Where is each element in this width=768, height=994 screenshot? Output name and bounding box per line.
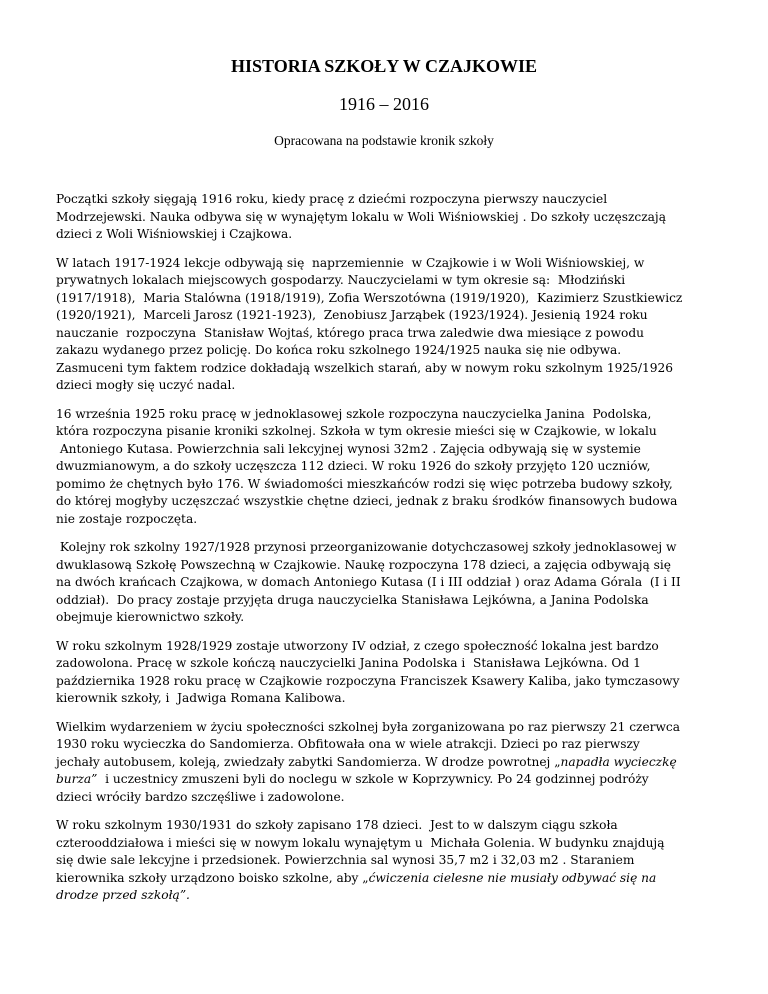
document-body (56, 191, 716, 916)
paragraph-6-text-b: i uczestnicy zmuszeni byli do noclegu w szkole w Koprzywnicy. Po 24 godzinnej podróży dzieci wróciły bardzo szczęśliwe i zadowolone. (56, 772, 649, 804)
document-years: 1916 – 2016 (339, 94, 429, 114)
paragraph-7-quote: ćwiczenia cielesne nie musiały odbywać się na drodze przed szkołą”. (56, 870, 657, 902)
document-subtitle: Opracowana na podstawie kronik szkoły (274, 133, 494, 148)
paragraph-3: 16 września 1925 roku pracę w jednoklasowej szkole rozpoczyna nauczycielka Janina Podolska, która rozpoczyna pisanie kroniki szkolnej. Szkoła w tym okresie mieści się w Czajkowie, w lokalu Antoniego Kutasa. Powierzchnia sali lekcyjnej wynosi 32m2 . Zajęcia odbywają się w systemie dwuzmianowym, a do szkoły uczęszcza 112 dzieci. W roku 1926 do szkoły przyjęto 120 uczniów, pomimo że chętnych było 176. W świadomości mieszkańców rodzi się więc potrzeba budowy szkoły, do której mogłyby uczęszczać wszystkie chętne dzieci, jednak z braku środków finansowych budowa nie zostaje rozpoczęta. (56, 406, 678, 526)
document-title: HISTORIA SZKOŁY W CZAJKOWIE (231, 56, 537, 76)
paragraph-6 (56, 719, 716, 807)
paragraph-4: Kolejny rok szkolny 1927/1928 przynosi przeorganizowanie dotychczasowej szkoły jednoklasowej w dwuklasową Szkołę Powszechną w Czajkowie. Naukę rozpoczyna 178 dzieci, a zajęcia odbywają się na dwóch krańcach Czajkowa, w domach Antoniego Kutasa (I i III oddział ) oraz Adama Górala (I i II oddział). Do pracy zostaje przyjęta druga nauczycielka Stanisława Lejkówna, a Janina Podolska obejmuje kierownictwo szkoły. (56, 540, 681, 624)
paragraph-2: W latach 1917-1924 lekcje odbywają się naprzemiennie w Czajkowie i w Woli Wiśniowskiej, w prywatnych lokalach miejscowych gospodarzy. Nauczycielami w tym okresie są: Młodziński (1917/1918), Maria Stalówna (1918/1919), Zofia Werszotówna (1919/1920), Kazimierz Szustkiewicz (1920/1921), Marceli Jarosz (1921-1923), Zenobiusz Jarząbek (1923/1924). Jesienią 1924 roku nauczanie rozpoczyna Stanisław Wojtaś, którego praca trwa zaledwie dwa miesiące z powodu zakazu wydanego przez policję. Do końca roku szkolnego 1924/1925 nauka się nie odbywa. Zasmuceni tym faktem rodzice dokładają wszelkich starań, aby w nowym roku szkolnym 1925/1926 dzieci mogły się uczyć nadal. (56, 255, 683, 392)
paragraph-6-quote: napadła wycieczkę burza” (56, 754, 677, 786)
paragraph-7-text: W roku szkolnym 1930/1931 do szkoły zapisano 178 dzieci. Jest to w dalszym ciągu szkoła czterooddziałowa i mieści się w nowym lokalu wynajętym u Michała Golenia. W budynku znajdują się dwie sale lekcyjne i przedsionek. Powierzchnia sal wynosi 35,7 m2 i 32,03 m2 . Staraniem kierownika szkoły urządzono boisko szkolne, aby „ (56, 818, 665, 885)
paragraph-1: Początki szkoły sięgają 1916 roku, kiedy pracę z dziećmi rozpoczyna pierwszy nauczyciel Modrzejewski. Nauka odbywa się w wynajętym lokalu w Woli Wiśniowskiej . Do szkoły uczęszczają dzieci z Woli Wiśniowskiej i Czajkowa. (56, 192, 666, 241)
paragraph-7 (56, 817, 716, 905)
paragraph-5: W roku szkolnym 1928/1929 zostaje utworzony IV odział, z czego społeczność lokalna jest bardzo zadowolona. Pracę w szkole kończą nauczycielki Janina Podolska i Stanisława Lejkówna. Od 1 października 1928 roku pracę w Czajkowie rozpoczyna Franciszek Ksawery Kaliba, jako tymczasowy kierownik szkoły, i Jadwiga Romana Kalibowa. (56, 638, 680, 705)
paragraph-6-text-a: Wielkim wydarzeniem w życiu społeczności szkolnej była zorganizowana po raz pierwszy 21 czerwca 1930 roku wycieczka do Sandomierza. Obfitowała ona w wiele atrakcji. Dzieci po raz pierwszy jechały autobusem, koleją, zwiedzały zabytki Sandomierza. W drodze powrotnej „ (56, 719, 681, 769)
